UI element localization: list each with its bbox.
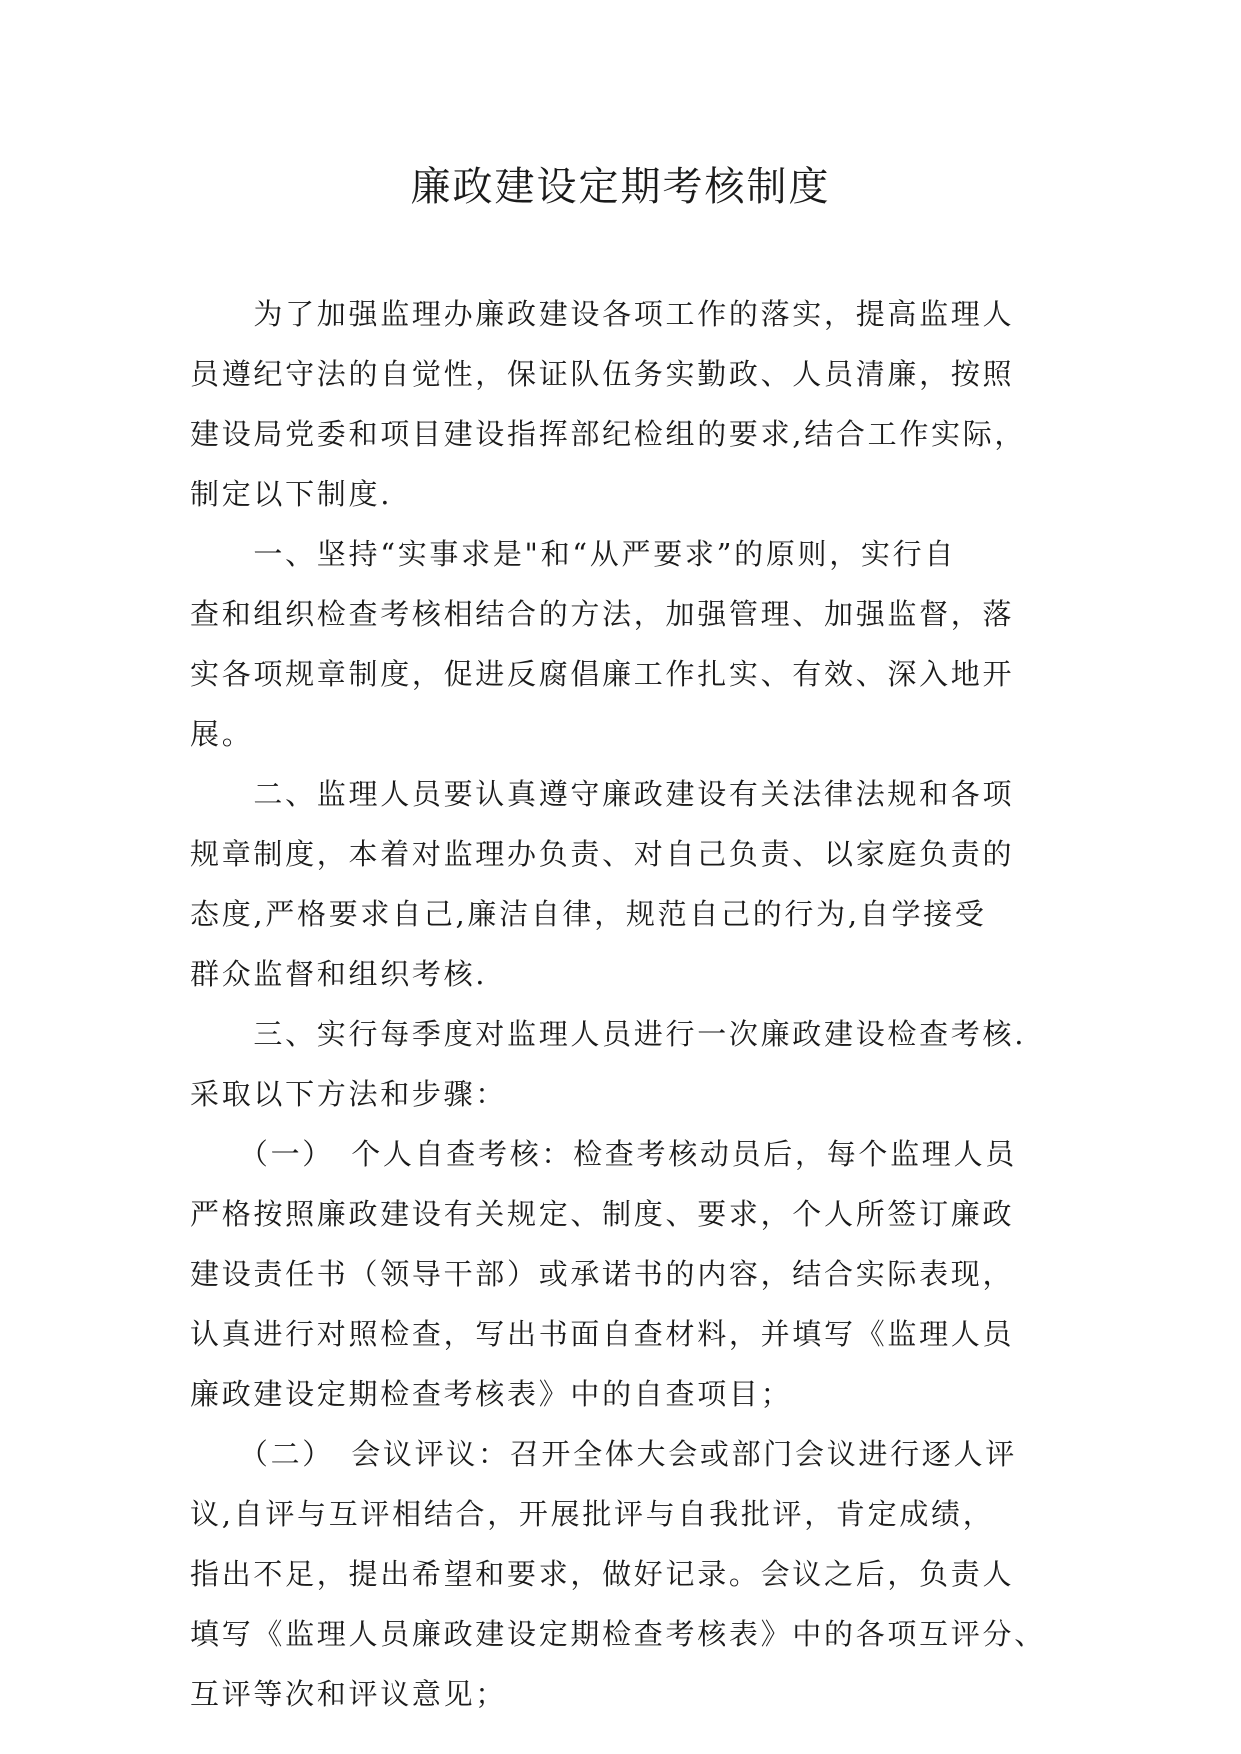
text-line: 严格按照廉政建设有关规定、制度、要求，个人所签订廉政: [190, 1197, 1015, 1231]
text-line: （二） 会议评议：召开全体大会或部门会议进行逐人评: [190, 1437, 1017, 1471]
text-line: 三、实行每季度对监理人员进行一次廉政建设检查考核.: [190, 1017, 1027, 1051]
text-line: 群众监督和组织考核.: [190, 957, 488, 991]
text-line: 员遵纪守法的自觉性，保证队伍务实勤政、人员清廉，按照: [190, 357, 1015, 391]
text-line: 指出不足，提出希望和要求，做好记录。会议之后，负责人: [190, 1557, 1015, 1591]
text-line: 规章制度，本着对监理办负责、对自己负责、以家庭负责的: [190, 837, 1015, 871]
text-line: 建设局党委和项目建设指挥部纪检组的要求,结合工作实际，: [190, 417, 1027, 451]
text-line: 建设责任书（领导干部）或承诺书的内容，结合实际表现，: [190, 1257, 1015, 1291]
text-line: 议,自评与互评相结合，开展批评与自我批评，肯定成绩，: [190, 1497, 995, 1531]
text-line: 互评等次和评议意见；: [190, 1677, 508, 1711]
text-line: 填写《监理人员廉政建设定期检查考核表》中的各项互评分、: [190, 1617, 1046, 1651]
text-line: 展。: [190, 717, 254, 751]
text-line: 采取以下方法和步骤：: [190, 1077, 508, 1111]
text-line: 制定以下制度.: [190, 477, 393, 511]
text-line: 认真进行对照检查，写出书面自查材料，并填写《监理人员: [190, 1317, 1015, 1351]
text-line: 二、监理人员要认真遵守廉政建设有关法律法规和各项: [190, 777, 1015, 811]
text-line: 廉政建设定期检查考核表》中的自查项目；: [190, 1377, 793, 1411]
text-line: 实各项规章制度，促进反腐倡廉工作扎实、有效、深入地开: [190, 657, 1015, 691]
document-body: [190, 284, 1070, 1724]
text-line: 为了加强监理办廉政建设各项工作的落实，提高监理人: [190, 297, 1015, 331]
text-line: 查和组织检查考核相结合的方法，加强管理、加强监督，落: [190, 597, 1015, 631]
page-title: 廉政建设定期考核制度: [410, 164, 831, 210]
text-line: 一、坚持“实事求是"和“从严要求”的原则，实行自: [190, 537, 957, 571]
text-line: 态度,严格要求自己,廉洁自律，规范自己的行为,自学接受: [190, 897, 987, 931]
text-line: （一） 个人自查考核：检查考核动员后，每个监理人员: [190, 1137, 1017, 1171]
